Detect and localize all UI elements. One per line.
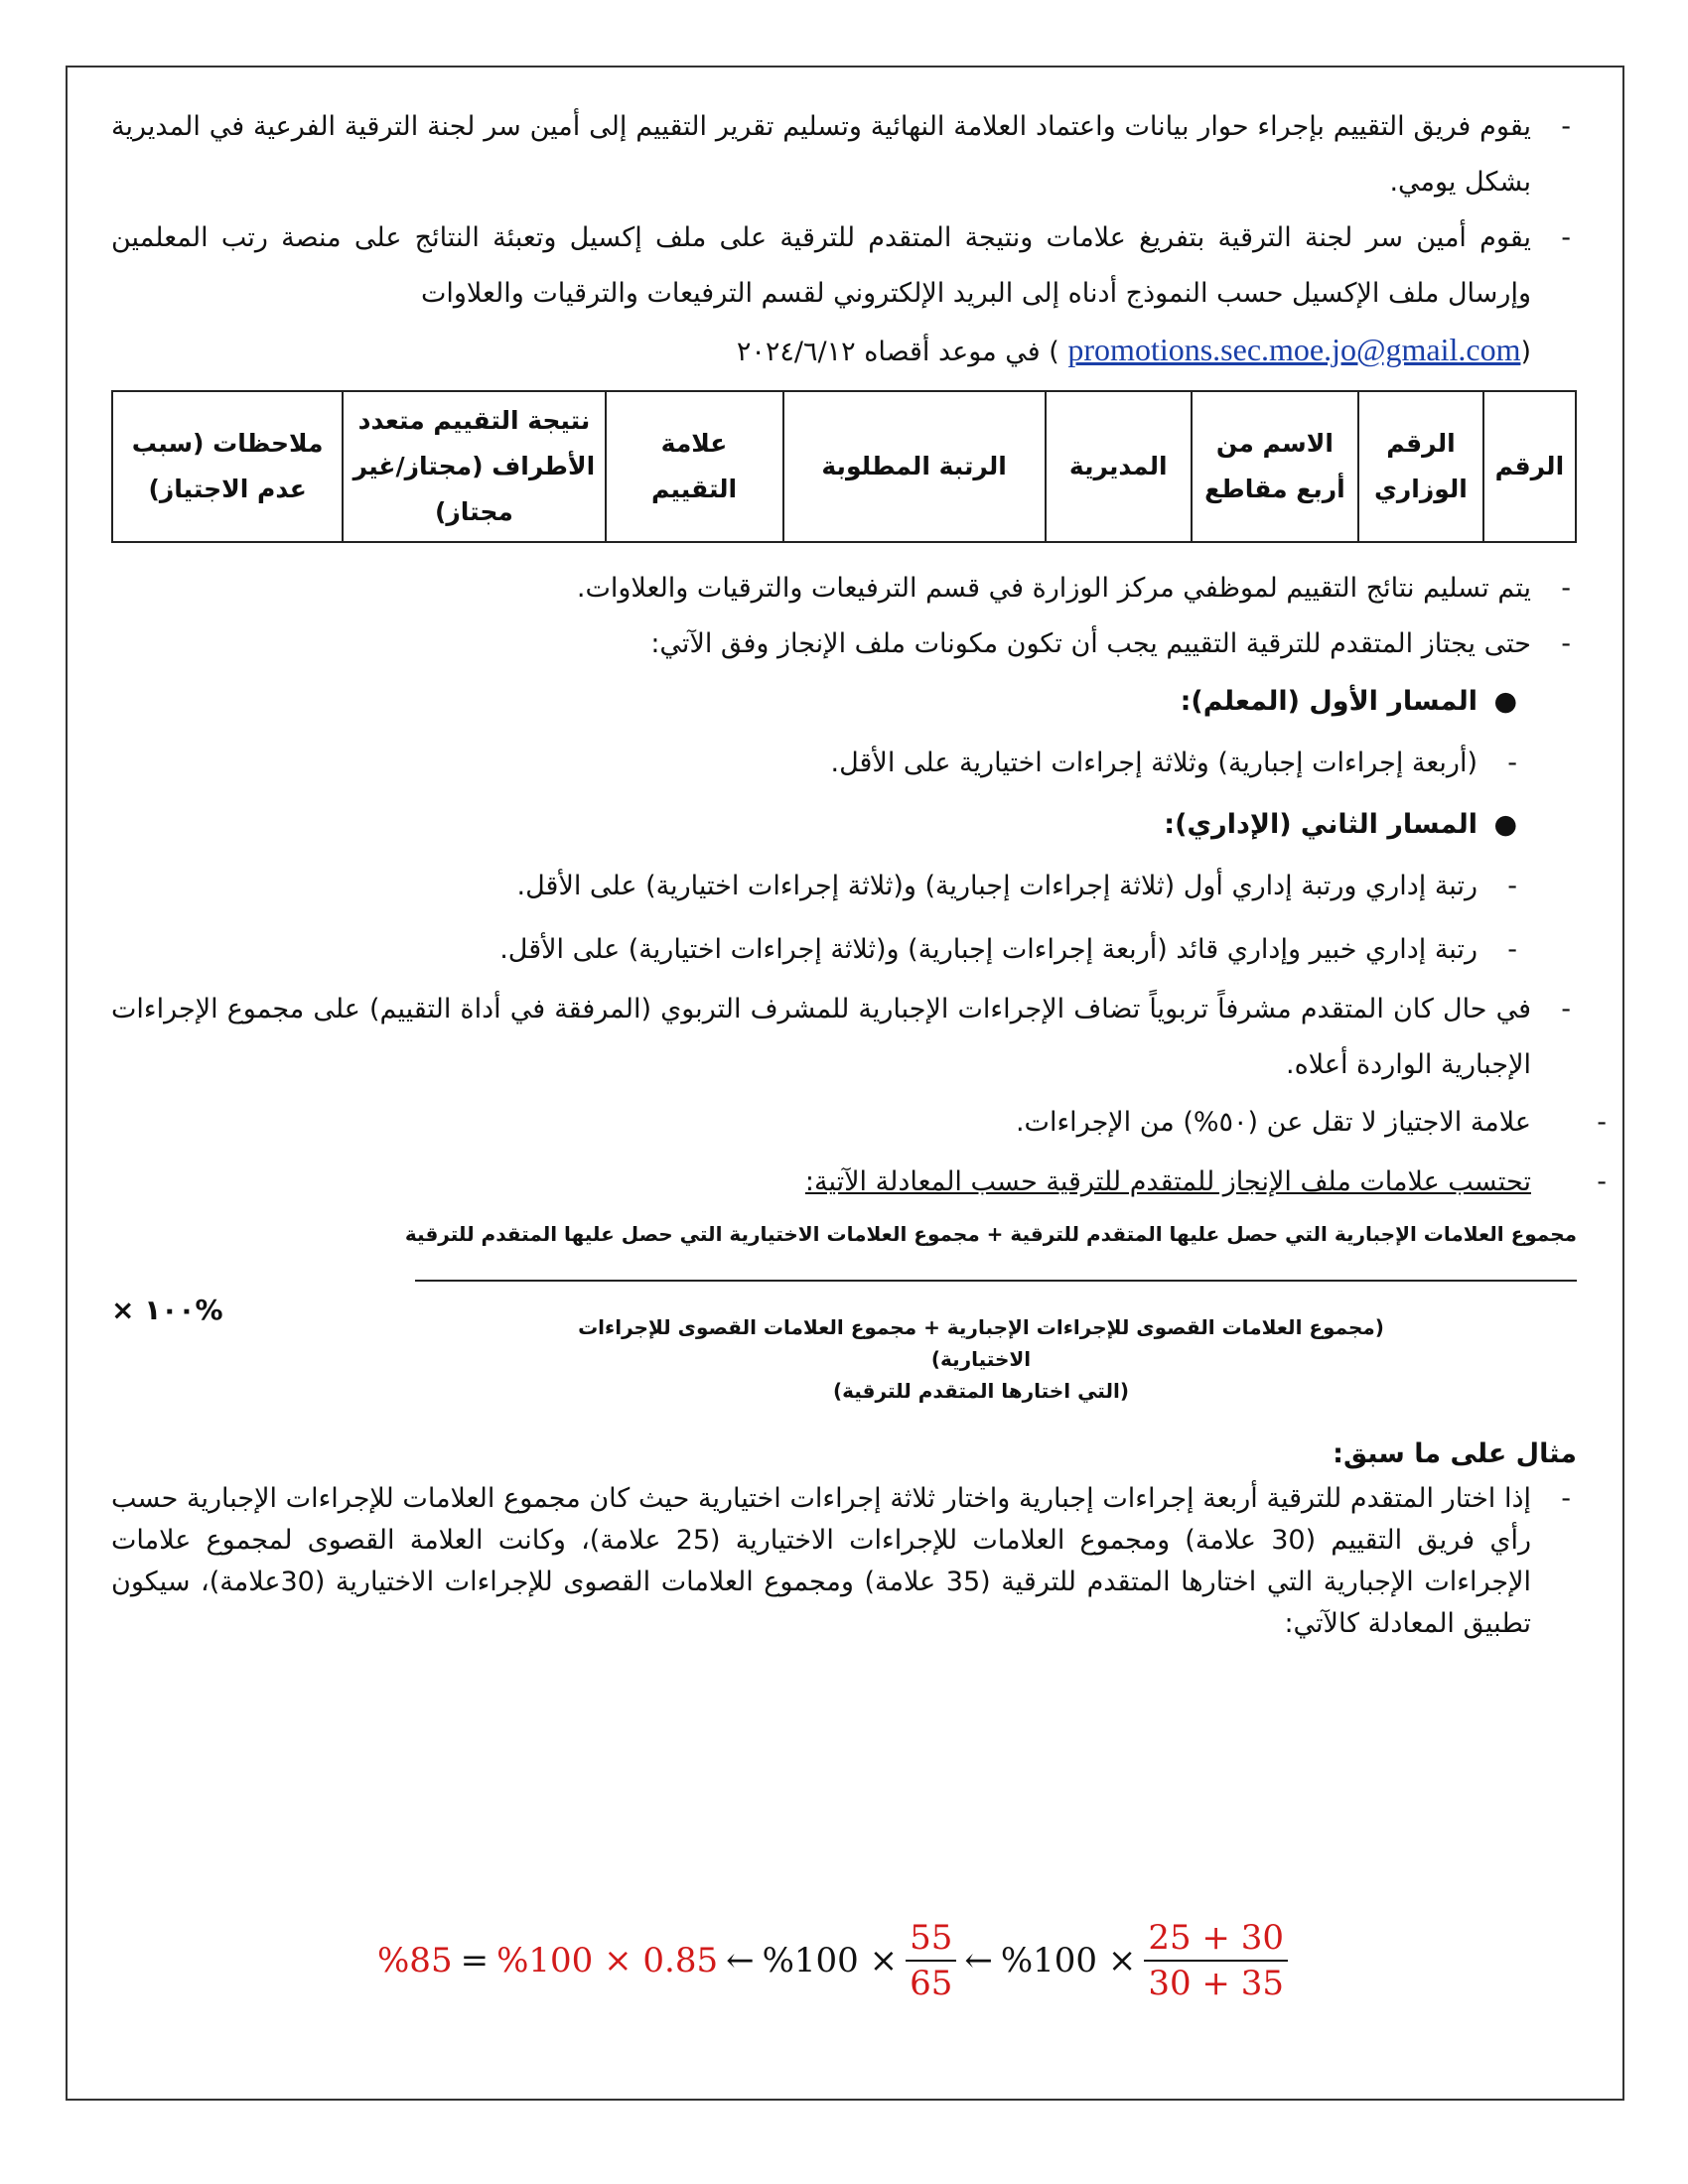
- dash-mark: -: [1597, 1107, 1607, 1138]
- equation-step-2-numerator: 55: [906, 1918, 956, 1962]
- intro-bullet-2-text: يقوم أمين سر لجنة الترقية بتفريغ علامات ونتيجة المتقدم للترقية على ملف إكسيل وتعبئة النتائج على منصة رتب المعلمين وإرسال ملف الإكسيل حسب النموذج أدناه إلى البريد الإلكتروني لقسم الترفيعات والترقيات والعلاوات: [111, 222, 1531, 309]
- after-table-bullet-1: [111, 561, 1577, 616]
- equation-equals: =: [460, 1941, 490, 1980]
- equation-step-2-prefix: %100 ×: [762, 1941, 899, 1980]
- dash-mark: -: [1507, 871, 1517, 901]
- formula-denominator-line-1: (مجموع العلامات القصوى للإجراءات الإجبارية + مجموع العلامات القصوى للإجراءات الاختيارية): [578, 1315, 1384, 1371]
- open-paren: (: [1520, 337, 1531, 367]
- bullet-dot: ●: [1493, 686, 1517, 717]
- dash-mark: -: [1561, 1483, 1571, 1514]
- example-paragraph: [111, 1478, 1577, 1645]
- formula-fraction-line: [415, 1280, 1577, 1282]
- header-number: الرقم: [1483, 391, 1576, 542]
- intro-bullet-1: [111, 99, 1577, 210]
- dash-mark: -: [1561, 111, 1571, 142]
- header-evaluation-mark: علامة التقييم: [606, 391, 783, 542]
- example-equation: [377, 1918, 1288, 2003]
- equation-step-1-fraction: [1144, 1918, 1288, 2003]
- track-1-heading: [111, 672, 1577, 732]
- header-ministry-number: الرقم الوزاري: [1358, 391, 1483, 542]
- header-directorate: المديرية: [1046, 391, 1192, 542]
- equation-step-2-fraction: [906, 1918, 956, 2003]
- deadline-text: ) في موعد أقصاه ٢٠٢٤/٦/١٢: [736, 337, 1059, 367]
- dash-mark: -: [1561, 222, 1571, 253]
- header-requested-rank: الرتبة المطلوبة: [783, 391, 1046, 542]
- dash-mark: -: [1561, 994, 1571, 1024]
- dash-mark: -: [1507, 934, 1517, 965]
- bullet-dot: ●: [1493, 809, 1517, 840]
- example-title: مثال على ما سبق:: [1333, 1438, 1577, 1469]
- equation-step-1-prefix: %100 ×: [1000, 1941, 1137, 1980]
- track-1-title: المسار الأول (المعلم):: [1180, 686, 1477, 717]
- after-table-bullet-2: [111, 616, 1577, 672]
- track-1-item: [111, 732, 1577, 795]
- document-body: [111, 99, 1607, 1645]
- formula-intro-bullet: [111, 1153, 1607, 1212]
- formula-intro-text: تحتسب علامات ملف الإنجاز للمتقدم للترقية حسب المعادلة الآتية:: [804, 1166, 1531, 1197]
- intro-bullet-2: [111, 210, 1577, 380]
- supervisor-bullet: [111, 982, 1577, 1093]
- after-table-bullet-2-text: حتى يجتاز المتقدم للترقية التقييم يجب أن تكون مكونات ملف الإنجاز وفق الآتي:: [650, 628, 1531, 659]
- formula-multiplier: × ١٠٠%: [111, 1294, 223, 1326]
- equation-step-1-denominator: 30 + 35: [1148, 1964, 1284, 2003]
- dash-mark: -: [1507, 748, 1517, 778]
- header-evaluation-result: نتيجة التقييم متعدد الأطراف (مجتاز/غير مجتاز): [343, 391, 605, 542]
- track-2-item-2: [111, 918, 1577, 982]
- pass-mark-bullet: [111, 1093, 1607, 1153]
- track-2-heading: [111, 795, 1577, 855]
- intro-bullet-1-text: يقوم فريق التقييم بإجراء حوار بيانات واعتماد العلامة النهائية وتسليم تقرير التقييم إلى أمين سر لجنة الترقية الفرعية في المديرية بشكل يومي.: [111, 111, 1531, 198]
- header-notes: ملاحظات (سبب عدم الاجتياز): [112, 391, 343, 542]
- formula-denominator: [534, 1311, 1428, 1407]
- equation-arrow: ←: [726, 1941, 755, 1980]
- track-1-item-text: (أربعة إجراءات إجبارية) وثلاثة إجراءات اختيارية على الأقل.: [830, 748, 1477, 778]
- dash-mark: -: [1561, 628, 1571, 659]
- formula-denominator-line-2: (التي اختارها المتقدم للترقية): [833, 1379, 1129, 1403]
- track-2-item-1-text: رتبة إداري ورتبة إداري أول (ثلاثة إجراءات إجبارية) و(ثلاثة إجراءات اختيارية) على الأقل.: [516, 871, 1477, 901]
- after-table-bullet-1-text: يتم تسليم نتائج التقييم لموظفي مركز الوزارة في قسم الترفيعات والترقيات والعلاوات.: [576, 573, 1531, 604]
- example-text: إذا اختار المتقدم للترقية أربعة إجراءات إجبارية واختار ثلاثة إجراءات اختيارية حيث كان مجموع العلامات للإجراءات الإجبارية حسب رأي فريق التقييم (30 علامة) ومجموع العلامات للإجراءات الاختيارية (25 علامة)، وكانت العلامة القصوى لمجموع علامات الإجراءات الإجبارية التي اختارها المتقدم للترقية (35 علامة) ومجموع العلامات القصوى للإجراءات الاختيارية (30علامة)، سيكون تطبيق المعادلة كالآتي:: [111, 1483, 1531, 1639]
- equation-step-2-denominator: 65: [910, 1964, 953, 2003]
- formula-block: [111, 1222, 1577, 1421]
- equation-step-1-numerator: 25 + 30: [1144, 1918, 1288, 1962]
- track-2-item-1: [111, 855, 1577, 918]
- results-template-table: [111, 390, 1577, 543]
- equation-arrow: ←: [964, 1941, 993, 1980]
- equation-result: %85: [377, 1941, 453, 1980]
- table-header-row: [112, 391, 1576, 542]
- header-full-name: الاسم من أربع مقاطع: [1192, 391, 1358, 542]
- dash-mark: -: [1597, 1166, 1607, 1197]
- track-2-item-2-text: رتبة إداري خبير وإداري قائد (أربعة إجراءات إجبارية) و(ثلاثة إجراءات اختيارية) على الأقل.: [499, 934, 1477, 965]
- equation-step-3: %100 × 0.85: [496, 1941, 719, 1980]
- track-2-title: المسار الثاني (الإداري):: [1164, 809, 1477, 840]
- pass-mark-text: علامة الاجتياز لا تقل عن (٥٠%) من الإجراءات.: [1015, 1107, 1531, 1138]
- formula-numerator: مجموع العلامات الإجبارية التي حصل عليها المتقدم للترقية + مجموع العلامات الاختيارية التي حصل عليها المتقدم للترقية: [404, 1222, 1577, 1246]
- supervisor-bullet-text: في حال كان المتقدم مشرفاً تربوياً تضاف الإجراءات الإجبارية للمشرف التربوي (المرفقة في أداة التقييم) على مجموع الإجراءات الإجبارية الواردة أعلاه.: [111, 994, 1531, 1080]
- dash-mark: -: [1561, 573, 1571, 604]
- email-link[interactable]: promotions.sec.moe.jo@gmail.com: [1067, 332, 1521, 367]
